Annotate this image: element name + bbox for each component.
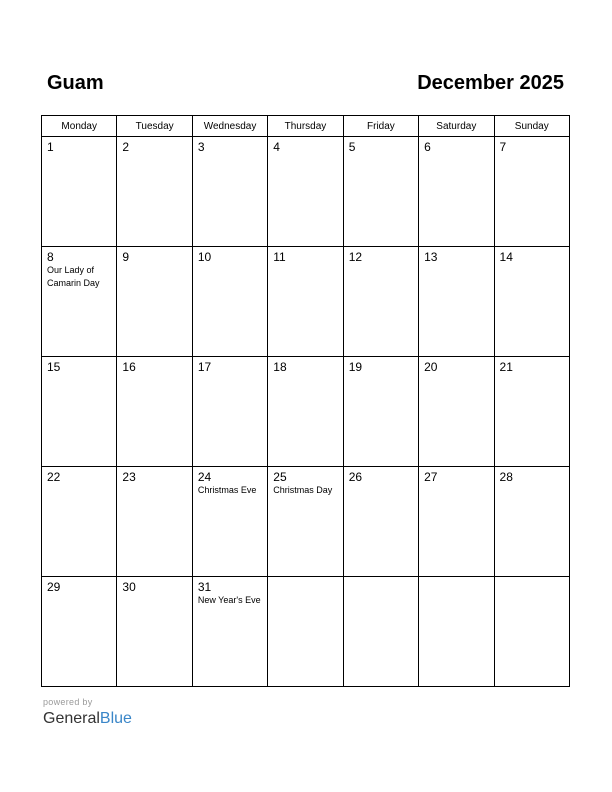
- day-number: 18: [273, 360, 287, 374]
- day-cell: [268, 467, 343, 577]
- day-number: 17: [197, 360, 212, 374]
- day-cell: [117, 467, 192, 577]
- day-number: 27: [424, 470, 438, 484]
- day-cell: [42, 357, 117, 467]
- day-cell: [419, 357, 494, 467]
- day-cell: [419, 137, 494, 247]
- day-cell: [42, 137, 117, 247]
- day-number: 3: [197, 140, 205, 154]
- day-cell: [42, 577, 117, 687]
- day-cell: [117, 357, 192, 467]
- day-number: 28: [499, 470, 513, 484]
- powered-by-text: powered by: [43, 697, 93, 707]
- calendar-header: [41, 70, 570, 100]
- day-number: 19: [348, 360, 363, 374]
- day-number: 11: [273, 250, 286, 264]
- week-row: [42, 577, 570, 687]
- day-number: 4: [273, 140, 280, 154]
- day-number: 14: [499, 250, 513, 264]
- brand-blue: Blue: [99, 710, 132, 727]
- week-row: [42, 357, 570, 467]
- day-cell: [494, 247, 569, 357]
- holiday-label: Christmas Day: [273, 485, 333, 495]
- day-cell: [117, 247, 192, 357]
- day-number: 20: [424, 360, 438, 374]
- day-number: 12: [348, 250, 363, 264]
- day-cell: [117, 577, 192, 687]
- week-row: [42, 137, 570, 247]
- country-title: Guam: [47, 72, 104, 94]
- day-cell: [343, 577, 418, 687]
- day-number: 31: [197, 580, 212, 594]
- day-cell: [494, 137, 569, 247]
- day-number: 25: [273, 470, 287, 484]
- calendar-grid: [41, 115, 570, 687]
- day-number: 23: [122, 470, 136, 484]
- day-cell: [117, 137, 192, 247]
- day-cell: [343, 357, 418, 467]
- day-number: 21: [499, 360, 513, 374]
- day-cell: [268, 247, 343, 357]
- holiday-label: New Year's Eve: [197, 595, 261, 605]
- day-number: 7: [499, 140, 507, 154]
- footer-brand: [43, 697, 132, 730]
- day-cell: [192, 467, 267, 577]
- day-number: 1: [47, 140, 54, 154]
- day-cell: [192, 577, 267, 687]
- day-cell: [419, 577, 494, 687]
- weekday-sunday: Sunday: [494, 116, 569, 137]
- weekday-header-row: [42, 116, 570, 137]
- weekday-tuesday: Tuesday: [117, 116, 192, 137]
- day-number: 15: [47, 360, 61, 374]
- day-number: 5: [348, 140, 356, 154]
- day-number: 26: [348, 470, 363, 484]
- week-row: [42, 247, 570, 357]
- day-number: 10: [197, 250, 212, 264]
- day-number: 30: [122, 580, 136, 594]
- day-cell: [419, 467, 494, 577]
- day-cell: [343, 137, 418, 247]
- holiday-label: Our Lady of Camarin Day: [47, 265, 100, 288]
- day-cell: [192, 137, 267, 247]
- calendar-body: [42, 137, 570, 687]
- weekday-monday: Monday: [42, 116, 117, 137]
- day-number: 16: [122, 360, 136, 374]
- day-number: 9: [122, 250, 130, 264]
- day-cell: [494, 357, 569, 467]
- generalblue-logo: [43, 708, 132, 730]
- day-cell: [268, 577, 343, 687]
- weekday-thursday: Thursday: [268, 116, 343, 137]
- day-number: 6: [424, 140, 431, 154]
- day-number: 24: [197, 470, 212, 484]
- day-cell: [419, 247, 494, 357]
- day-cell: [343, 247, 418, 357]
- week-row: [42, 467, 570, 577]
- day-cell: [268, 137, 343, 247]
- day-cell: [192, 357, 267, 467]
- day-cell: [494, 577, 569, 687]
- day-cell: [494, 467, 569, 577]
- holiday-label: Christmas Eve: [197, 485, 257, 495]
- day-cell: [192, 247, 267, 357]
- day-cell: [42, 467, 117, 577]
- weekday-saturday: Saturday: [419, 116, 494, 137]
- brand-general: General: [43, 710, 100, 727]
- day-number: 2: [122, 140, 130, 154]
- day-cell: [42, 247, 117, 357]
- day-cell: [343, 467, 418, 577]
- weekday-wednesday: Wednesday: [192, 116, 267, 137]
- day-number: 29: [47, 580, 61, 594]
- day-number: 8: [47, 250, 54, 264]
- day-number: 22: [47, 470, 61, 484]
- month-title: December 2025: [417, 72, 564, 94]
- day-cell: [268, 357, 343, 467]
- weekday-friday: Friday: [343, 116, 418, 137]
- day-number: 13: [424, 250, 438, 264]
